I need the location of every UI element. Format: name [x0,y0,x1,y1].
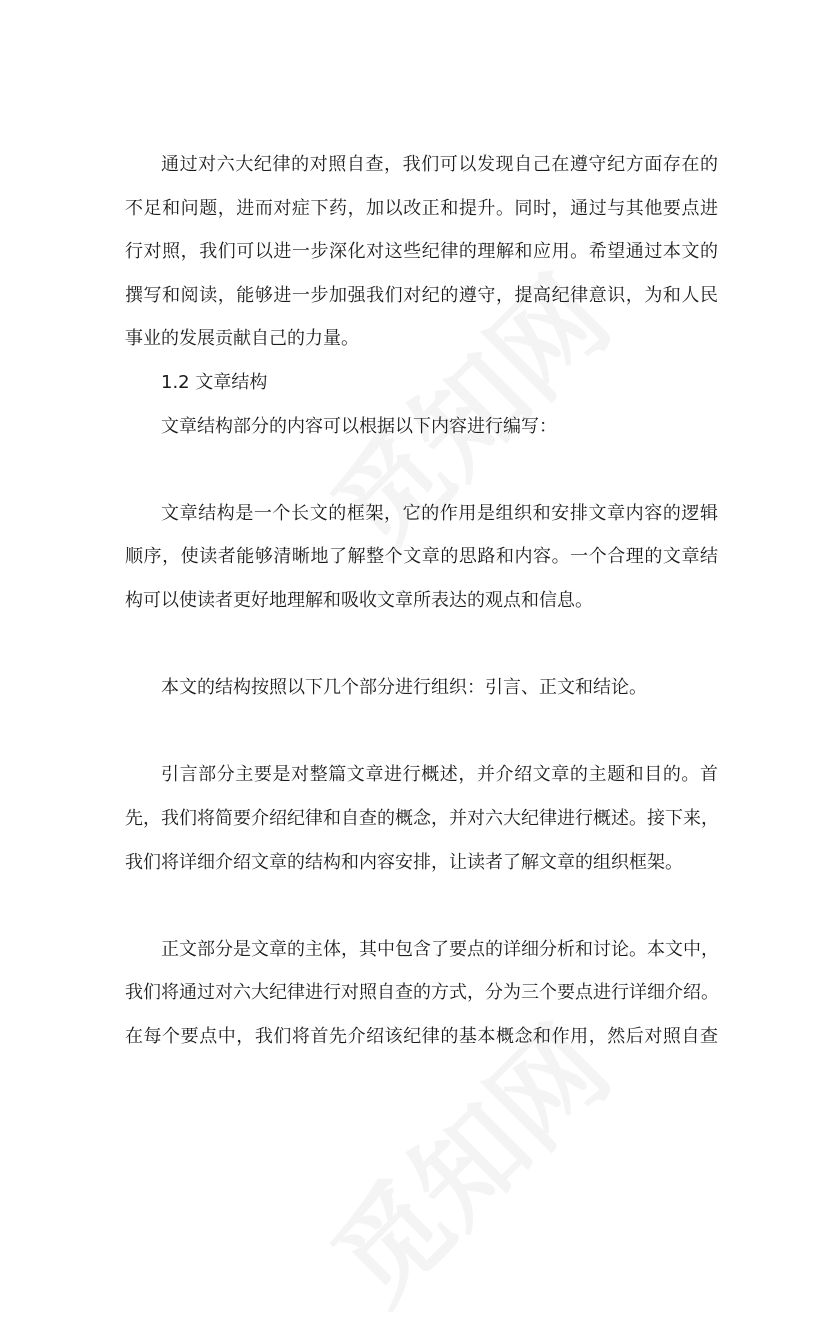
text-line: 通过对六大纪律的对照自查，我们可以发现自己在遵守纪方面存在的 [161,154,718,175]
text-line: 我们将通过对六大纪律进行对照自查的方式，分为三个要点进行详细介绍。 [125,982,719,1004]
blank-line [125,710,718,754]
text-line: 行对照，我们可以进一步深化对这些纪律的理解和应用。希望通过本文的 [125,241,718,263]
text-line: 1.2 文章结构 [161,371,268,393]
text-line: 不足和问题，进而对症下药，加以改正和提升。同时，通过与其他要点进 [125,197,718,219]
blank-line [125,623,718,667]
blank-line [125,448,718,492]
text-line: 本文的结构按照以下几个部分进行组织：引言、正文和结论。 [161,677,647,699]
text-line: 引言部分主要是对整篇文章进行概述，并介绍文章的主题和目的。首 [161,764,718,786]
text-line: 先，我们将简要介绍纪律和自查的概念，并对六大纪律进行概述。接下来， [125,807,719,829]
text-line: 构可以使读者更好地理解和吸收文章所表达的观点和信息。 [125,589,593,611]
text-line: 正文部分是文章的主体，其中包含了要点的详细分析和讨论。本文中， [161,938,719,960]
text-line: 文章结构部分的内容可以根据以下内容进行编写： [161,415,557,437]
blank-line [125,884,718,928]
document-body [125,143,718,1058]
text-line: 我们将详细介绍文章的结构和内容安排，让读者了解文章的组织框架。 [125,851,683,873]
text-line: 在每个要点中，我们将首先介绍该纪律的基本概念和作用，然后对照自查 [125,1025,718,1047]
text-line: 文章结构是一个长文的框架，它的作用是组织和安排文章内容的逻辑 [161,502,718,524]
text-line: 事业的发展贡献自己的力量。 [125,328,359,350]
text-line: 顺序，使读者能够清晰地了解整个文章的思路和内容。一个合理的文章结 [125,546,718,568]
text-line: 撰写和阅读，能够进一步加强我们对纪的遵守，提高纪律意识，为和人民 [125,284,718,306]
